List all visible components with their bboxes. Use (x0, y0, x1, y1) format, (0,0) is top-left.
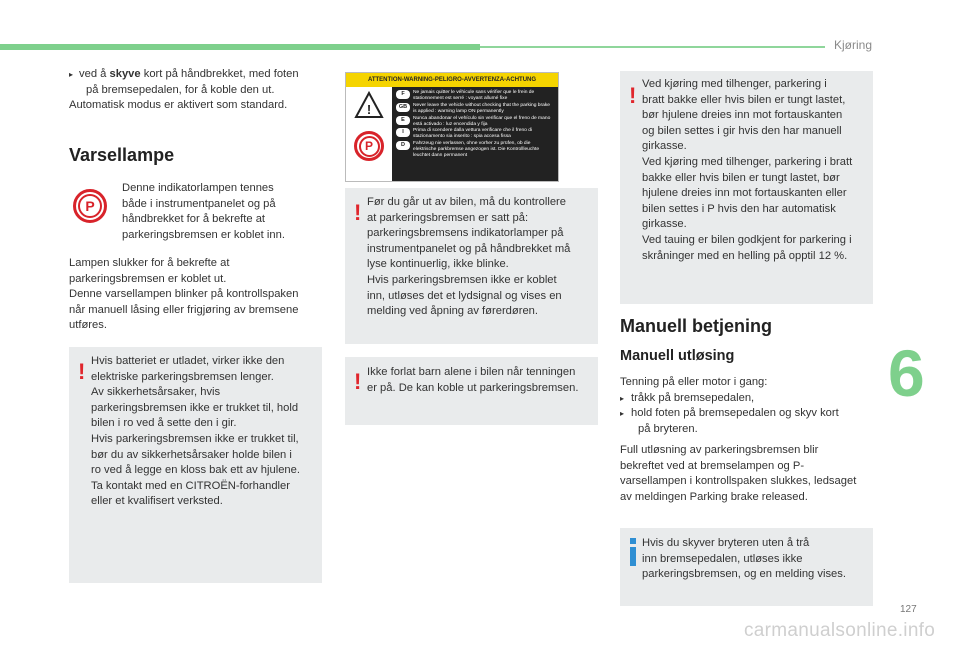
indicator-description (122, 181, 322, 243)
sticker-text-panel (392, 87, 558, 181)
warning-line: Hvis batteriet er utladet, virker ikke den (91, 355, 285, 367)
indicator-line: både i instrumentpanelet og på (122, 197, 276, 210)
indicator-line: håndbrekket for å bekrefte at (122, 213, 266, 226)
lamp-line: utføres. (69, 319, 107, 332)
warning-line: skråninger med en helling på opptil 12 %. (642, 249, 848, 262)
warning-line: instrumentpanelet og på håndbrekket må (367, 242, 571, 255)
warning-line: Ikke forlat barn alene i bilen når tenningen (367, 366, 576, 378)
warning-line: Ved kjøring med tilhenger, parkering i (642, 78, 827, 90)
warning-line: Før du går ut av bilen, må du kontrollere (367, 196, 566, 208)
leaving-car-warning-box (345, 188, 598, 344)
warning-line: bør hjulene dreies inn mot fortauskanten (642, 109, 843, 122)
sticker-header: ATTENTION-WARNING-PELIGRO-AVVERTENZA-ACHTUNG (346, 73, 558, 87)
info-line: inn bremsepedalen, utløses ikke (642, 552, 803, 565)
lamp-line: Denne varsellampen blinker på kontrollspaken (69, 288, 299, 301)
warning-line: parkeringsbremsens indikatorlamper på (367, 227, 564, 240)
release-line: av meldingen Parking brake released. (620, 490, 808, 503)
bullet-icon: ▸ (620, 409, 625, 419)
bullet-paragraph: ▸ ved å skyve kort på håndbrekket, med foten (69, 68, 299, 80)
release-line: bekreftet ved at bremselampen og P- (620, 459, 805, 472)
warning-exclamation-icon: ! (354, 200, 362, 225)
warning-line: girkasse. (642, 140, 687, 153)
children-warning-box (345, 357, 598, 425)
page-number: 127 (900, 604, 917, 615)
warning-line: Av sikkerhetsårsaker, hvis (91, 386, 221, 399)
info-icon (628, 538, 638, 566)
warning-line: ro ved å legge en kloss bak ett av hjulene. (91, 464, 300, 477)
warning-line: Ved kjøring med tilhenger, parkering i bratt (642, 155, 853, 168)
warning-exclamation-icon: ! (629, 83, 637, 108)
battery-warning-box (69, 347, 322, 583)
lamp-line: når manuell låsing eller frigjøring av bremsene (69, 303, 299, 316)
sticker-line: F Ne jamais quitter le véhicule sans vérifier que le frein de stationnement est serré : voyant allumé fixe (396, 90, 554, 102)
manual-subheading-wrap (620, 348, 734, 364)
warning-line: bratt bakke eller hvis bilen er tungt lastet, (642, 93, 846, 106)
lamp-description (69, 256, 327, 334)
warning-line: girkasse. (642, 218, 687, 231)
warning-line: Ved tauing er bilen godkjent for parkering i (642, 233, 852, 246)
release-line: Full utløsning av parkeringsbremsen blir (620, 444, 819, 456)
lamp-line: parkeringsbremsen er koblet ut. (69, 272, 227, 285)
step-continuation: på bryteren. (638, 422, 698, 435)
info-line: Hvis du skyver bryteren uten å trå (642, 537, 810, 549)
warning-line: bilen i ro ved å sette den i gir. (91, 417, 237, 430)
warning-line: eller et kvalifisert verksted. (91, 495, 223, 508)
sticker-line: D Fahrzeug nie verlassen, ohne vorher zu prüfen, ob die elektrische parkbremse angezogen ist. Die Kontrollleuchte leuchtet dann permanent (396, 141, 554, 159)
varsellampe-heading-wrap (69, 145, 174, 166)
warning-line: bilen settes i P hvis den har automatisk (642, 202, 836, 215)
release-confirmation (620, 443, 880, 505)
watermark: carmanualsonline.info (744, 620, 936, 641)
warning-line: Hvis parkeringsbremsen ikke er koblet (367, 273, 557, 286)
warning-line: melding ved åpning av førerdøren. (367, 305, 539, 318)
switch-info-box (620, 528, 873, 606)
chapter-number: 6 (888, 336, 925, 410)
section-title: Kjøring (833, 38, 872, 52)
warning-line: og bilen settes i gir hvis den har manuell (642, 124, 842, 137)
warning-line: parkeringsbremsen ikke er trukket til, hold (91, 401, 299, 414)
sticker-line: GB Never leave the vehicle without checking that the parking brake is applied : warning lamp ON permanently (396, 103, 554, 115)
warning-line: bakke eller hvis bilen er tungt lastet, bør (642, 171, 840, 184)
header-rule (480, 46, 825, 48)
manual-operation-heading: Manuell betjening (620, 316, 773, 336)
warning-sticker-image (345, 72, 559, 182)
ignition-text: Tenning på eller motor i gang: (620, 376, 768, 388)
step-item: ▸ hold foten på bremsepedalen og skyv kort (620, 407, 839, 420)
warning-line: elektriske parkeringsbremsen lenger. (91, 370, 274, 383)
sticker-parking-icon: P (354, 131, 384, 161)
header-accent-bar (0, 44, 480, 50)
towing-warning-box (620, 71, 873, 304)
warning-line: er på. De kan koble ut parkeringsbremsen. (367, 381, 579, 394)
varsellampe-heading: Varsellampe (69, 145, 175, 165)
lamp-line: Lampen slukker for å bekrefte at (69, 257, 230, 269)
sticker-line: I Prima di scendere dalla vettura verificare che il freno di stazionamento sia inserito : spia accesa fissa (396, 128, 554, 140)
auto-mode-text: Automatisk modus er aktivert som standard. (69, 99, 288, 112)
manual-release-subheading: Manuell utløsing (620, 348, 735, 364)
warning-line: at parkeringsbremsen er satt på: (367, 211, 529, 224)
indicator-line: parkeringsbremsen er koblet inn. (122, 228, 285, 241)
sticker-symbols (346, 87, 392, 181)
info-line: parkeringsbremsen, og en melding vises. (642, 568, 846, 581)
warning-line: Hvis parkeringsbremsen ikke er trukket til, (91, 432, 299, 445)
manual-heading-wrap (620, 316, 772, 337)
indicator-line: Denne indikatorlampen tennes (122, 182, 274, 194)
manual-release-steps (620, 375, 878, 437)
warning-line: hjulene dreies inn mot fortauskanten eller (642, 187, 847, 200)
warning-line: bør du av sikkerhetsårsaker holde bilen i (91, 448, 292, 461)
step-item: ▸ tråkk på bremsepedalen, (620, 391, 755, 404)
bullet-icon: ▸ (620, 393, 625, 403)
warning-line: lyse kontinuerlig, ikke blinke. (367, 258, 509, 271)
bullet-continuation: på bremsepedalen, for å koble den ut. (86, 83, 275, 96)
warning-exclamation-icon: ! (78, 359, 86, 384)
parking-brake-lamp-icon: P (73, 189, 107, 223)
svg-text:!: ! (366, 102, 372, 117)
release-line: varsellampen i kontrollspaken slukkes, ledsaget (620, 475, 857, 488)
warning-line: Ta kontakt med en CITROËN-forhandler (91, 479, 290, 492)
warning-exclamation-icon: ! (354, 369, 362, 394)
sticker-line: E Nunca abandonar el vehículo sin verificar que el freno de mano está activado : luz encendida y fija (396, 116, 554, 128)
left-column (69, 67, 327, 114)
warning-line: inn, utløses det et lydsignal og vises en (367, 289, 562, 302)
bullet-icon: ▸ (69, 70, 74, 79)
